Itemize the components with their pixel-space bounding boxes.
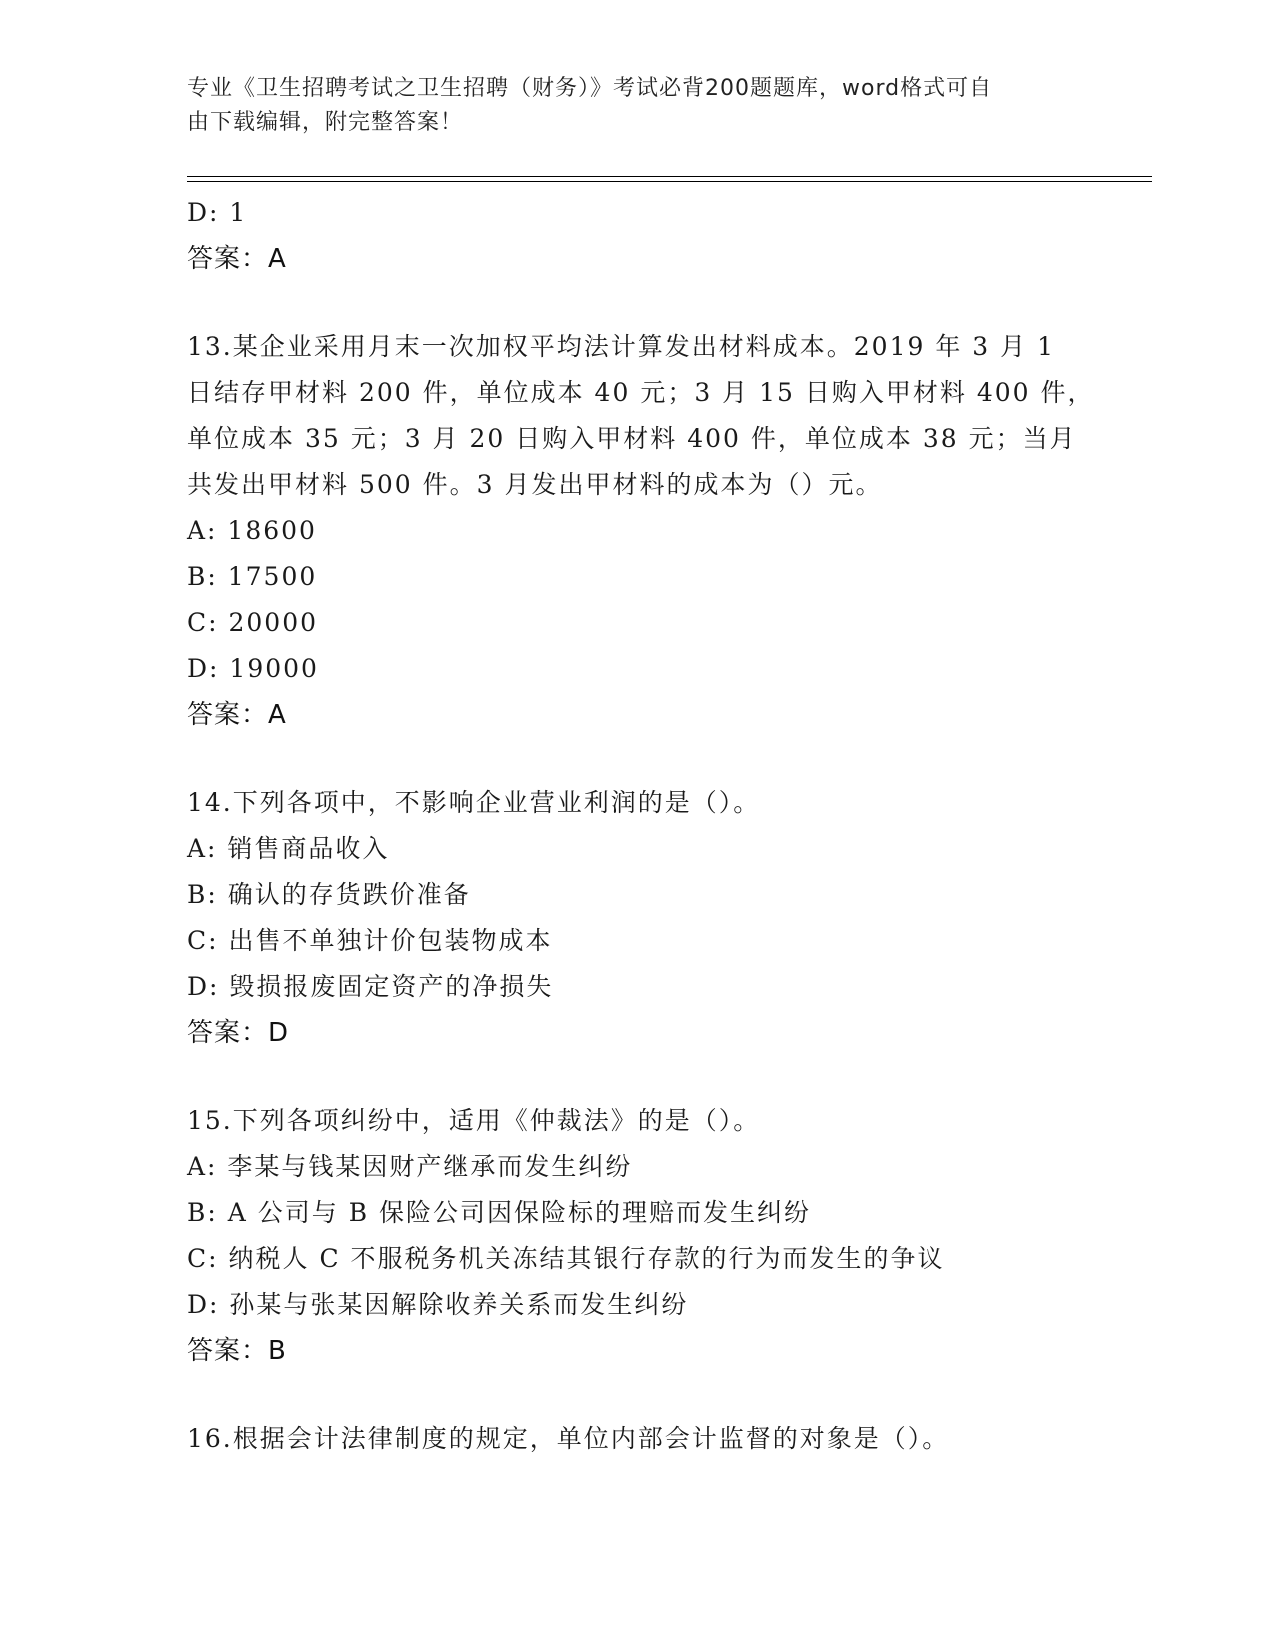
question-spacer <box>187 1374 1087 1416</box>
question-stem-line: 14.下列各项中，不影响企业营业利润的是（）。 <box>187 788 761 817</box>
answer-line: 答案：A <box>187 700 287 730</box>
option-b: B: 17500 <box>187 562 318 591</box>
option-b: B: A 公司与 B 保险公司因保险标的理赔而发生纠纷 <box>187 1198 812 1227</box>
page-header <box>187 72 1067 140</box>
option-a: A: 李某与钱某因财产继承而发生纠纷 <box>187 1152 633 1181</box>
question-spacer <box>187 1056 1087 1098</box>
question-spacer <box>187 282 1087 324</box>
option-d: D: 19000 <box>187 654 319 683</box>
option-d: D: 孙某与张某因解除收养关系而发生纠纷 <box>187 1290 689 1319</box>
option-d: D: 毁损报废固定资产的净损失 <box>187 972 554 1001</box>
answer-line: 答案：D <box>187 1018 290 1048</box>
option-c: C: 纳税人 C 不服税务机关冻结其银行存款的行为而发生的争议 <box>187 1244 945 1273</box>
question-stem-line: 单位成本 35 元；3 月 20 日购入甲材料 400 件，单位成本 38 元；当月 <box>187 424 1077 453</box>
question-content <box>187 190 1095 1462</box>
option-d: D: 1 <box>187 198 248 227</box>
option-c: C: 出售不单独计价包装物成本 <box>187 926 553 955</box>
option-b: B: 确认的存货跌价准备 <box>187 880 471 909</box>
question-14 <box>187 780 1087 1056</box>
header-divider-top <box>187 176 1152 177</box>
question-stem-line: 13.某企业采用月末一次加权平均法计算发出材料成本。2019 年 3 月 1 <box>187 332 1055 361</box>
option-c: C: 20000 <box>187 608 319 637</box>
question-stem-line: 共发出甲材料 500 件。3 月发出甲材料的成本为（）元。 <box>187 470 883 499</box>
question-13 <box>187 324 1095 738</box>
question-16 <box>187 1416 1087 1462</box>
header-line-2: 由下载编辑，附完整答案！ <box>187 110 464 135</box>
question-stem-line: 15.下列各项纠纷中，适用《仲裁法》的是（）。 <box>187 1106 761 1135</box>
question-15 <box>187 1098 1087 1374</box>
answer-line: 答案：B <box>187 1336 287 1366</box>
option-a: A: 18600 <box>187 516 317 545</box>
option-a: A: 销售商品收入 <box>187 834 390 863</box>
answer-line: 答案：A <box>187 244 287 274</box>
question-stem-line: 16.根据会计法律制度的规定，单位内部会计监督的对象是（）。 <box>187 1424 950 1453</box>
header-line-1: 专业《卫生招聘考试之卫生招聘（财务）》考试必背200题题库，word格式可自 <box>187 76 993 101</box>
question-stem-line: 日结存甲材料 200 件，单位成本 40 元；3 月 15 日购入甲材料 400 件， <box>187 378 1095 407</box>
header-divider-bottom <box>187 181 1152 182</box>
question-spacer <box>187 738 1087 780</box>
